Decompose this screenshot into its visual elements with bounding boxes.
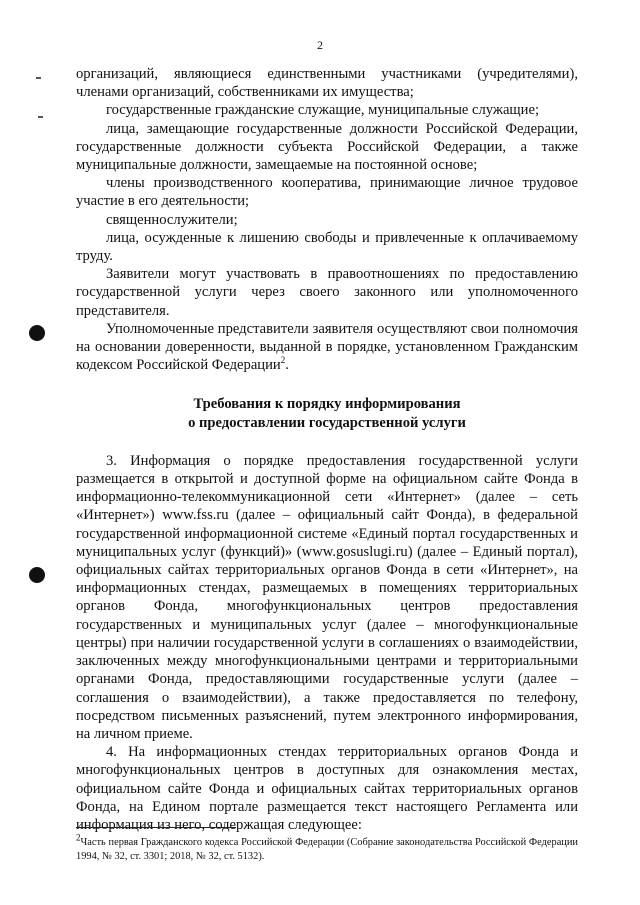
paragraph: лица, замещающие государственные должности Российской Федерации, государственные должности субъекта Российской Федерации, а также муниципальные должности, замещаемые на постоянной основе; xyxy=(76,120,578,174)
footnote-text: Часть первая Гражданского кодекса Российской Федерации (Собрание законодательства Российской Федерации 1994, № 32, ст. 3301; 2018, № 32, ст. 5132). xyxy=(76,837,578,862)
page-number: 2 xyxy=(317,38,323,52)
paragraph-text: Уполномоченные представители заявителя осуществляют свои полномочия на основании доверенности, выданной в порядке, установленном Гражданским кодексом Российской Федерации xyxy=(76,320,578,374)
section-heading-line2: о предоставлении государственной услуги xyxy=(188,414,466,431)
footnote-divider xyxy=(76,827,236,828)
section-heading-line1: Требования к порядку информирования xyxy=(193,396,461,413)
paragraph: организаций, являющиеся единственными участниками (учредителями), членами организаций, собственниками их имущества; xyxy=(76,66,578,101)
paragraph: государственные гражданские служащие, муниципальные служащие; xyxy=(106,102,540,119)
footnote-mark: 2 xyxy=(76,832,81,843)
paragraph: 3. Информация о порядке предоставления государственной услуги размещается в открытой и доступной форме на официальном сайте Фонда в информационно-телекоммуникационной сети «Интернет» (далее – сеть «Интернет») www.fss.ru (далее – официальный сайт Фонда), в федеральной государственной информационной системе «Единый портал государственных и муниципальных услуг (функций)» (www.gosuslugi.ru) (далее – Единый портал), официальных сайтах территориальных органов Фонда в сети «Интернет», на информационных стендах, размещаемых в помещениях территориальных органов Фонда, многофункциональных центров предоставления государственных и муниципальных услуг (далее – многофункциональные центры) при наличии государственной услуги в соглашениях о взаимодействии, заключенных между многофункциональными центрами и территориальными органами Фонда, предоставляющими государственные услуги (далее – соглашения о взаимодействии), а также предоставляется по телефону, посредством письменных разъяснений, путем электронного информирования, на личном приеме. xyxy=(76,452,578,742)
footnote xyxy=(76,832,578,864)
paragraph: 4. На информационных стендах территориальных органов Фонда и многофункциональных центров в доступных для ознакомления местах, официальном сайте Фонда и официальных сайтах территориальных органов Фонда, на Едином портале размещается текст настоящего Регламента или информация из него, содержащая следующее: xyxy=(76,744,578,833)
footnote-reference: 2 xyxy=(280,355,286,366)
punch-hole-bottom xyxy=(29,567,45,583)
document-body xyxy=(76,65,578,834)
paragraph: члены производственного кооператива, принимающие личное трудовое участие в его деятельности; xyxy=(76,175,578,210)
paragraph-end: . xyxy=(285,357,289,374)
scan-speck xyxy=(38,116,43,118)
punch-hole-top xyxy=(29,325,45,341)
paragraph: священнослужители; xyxy=(106,211,238,228)
paragraph xyxy=(76,320,578,375)
scan-speck xyxy=(36,77,41,79)
paragraph: лица, осужденные к лишению свободы и привлеченные к оплачиваемому труду. xyxy=(76,229,578,265)
paragraph: Заявители могут участвовать в правоотношениях по предоставлению государственной услуги через своего законного или уполномоченного представителя. xyxy=(76,266,578,319)
